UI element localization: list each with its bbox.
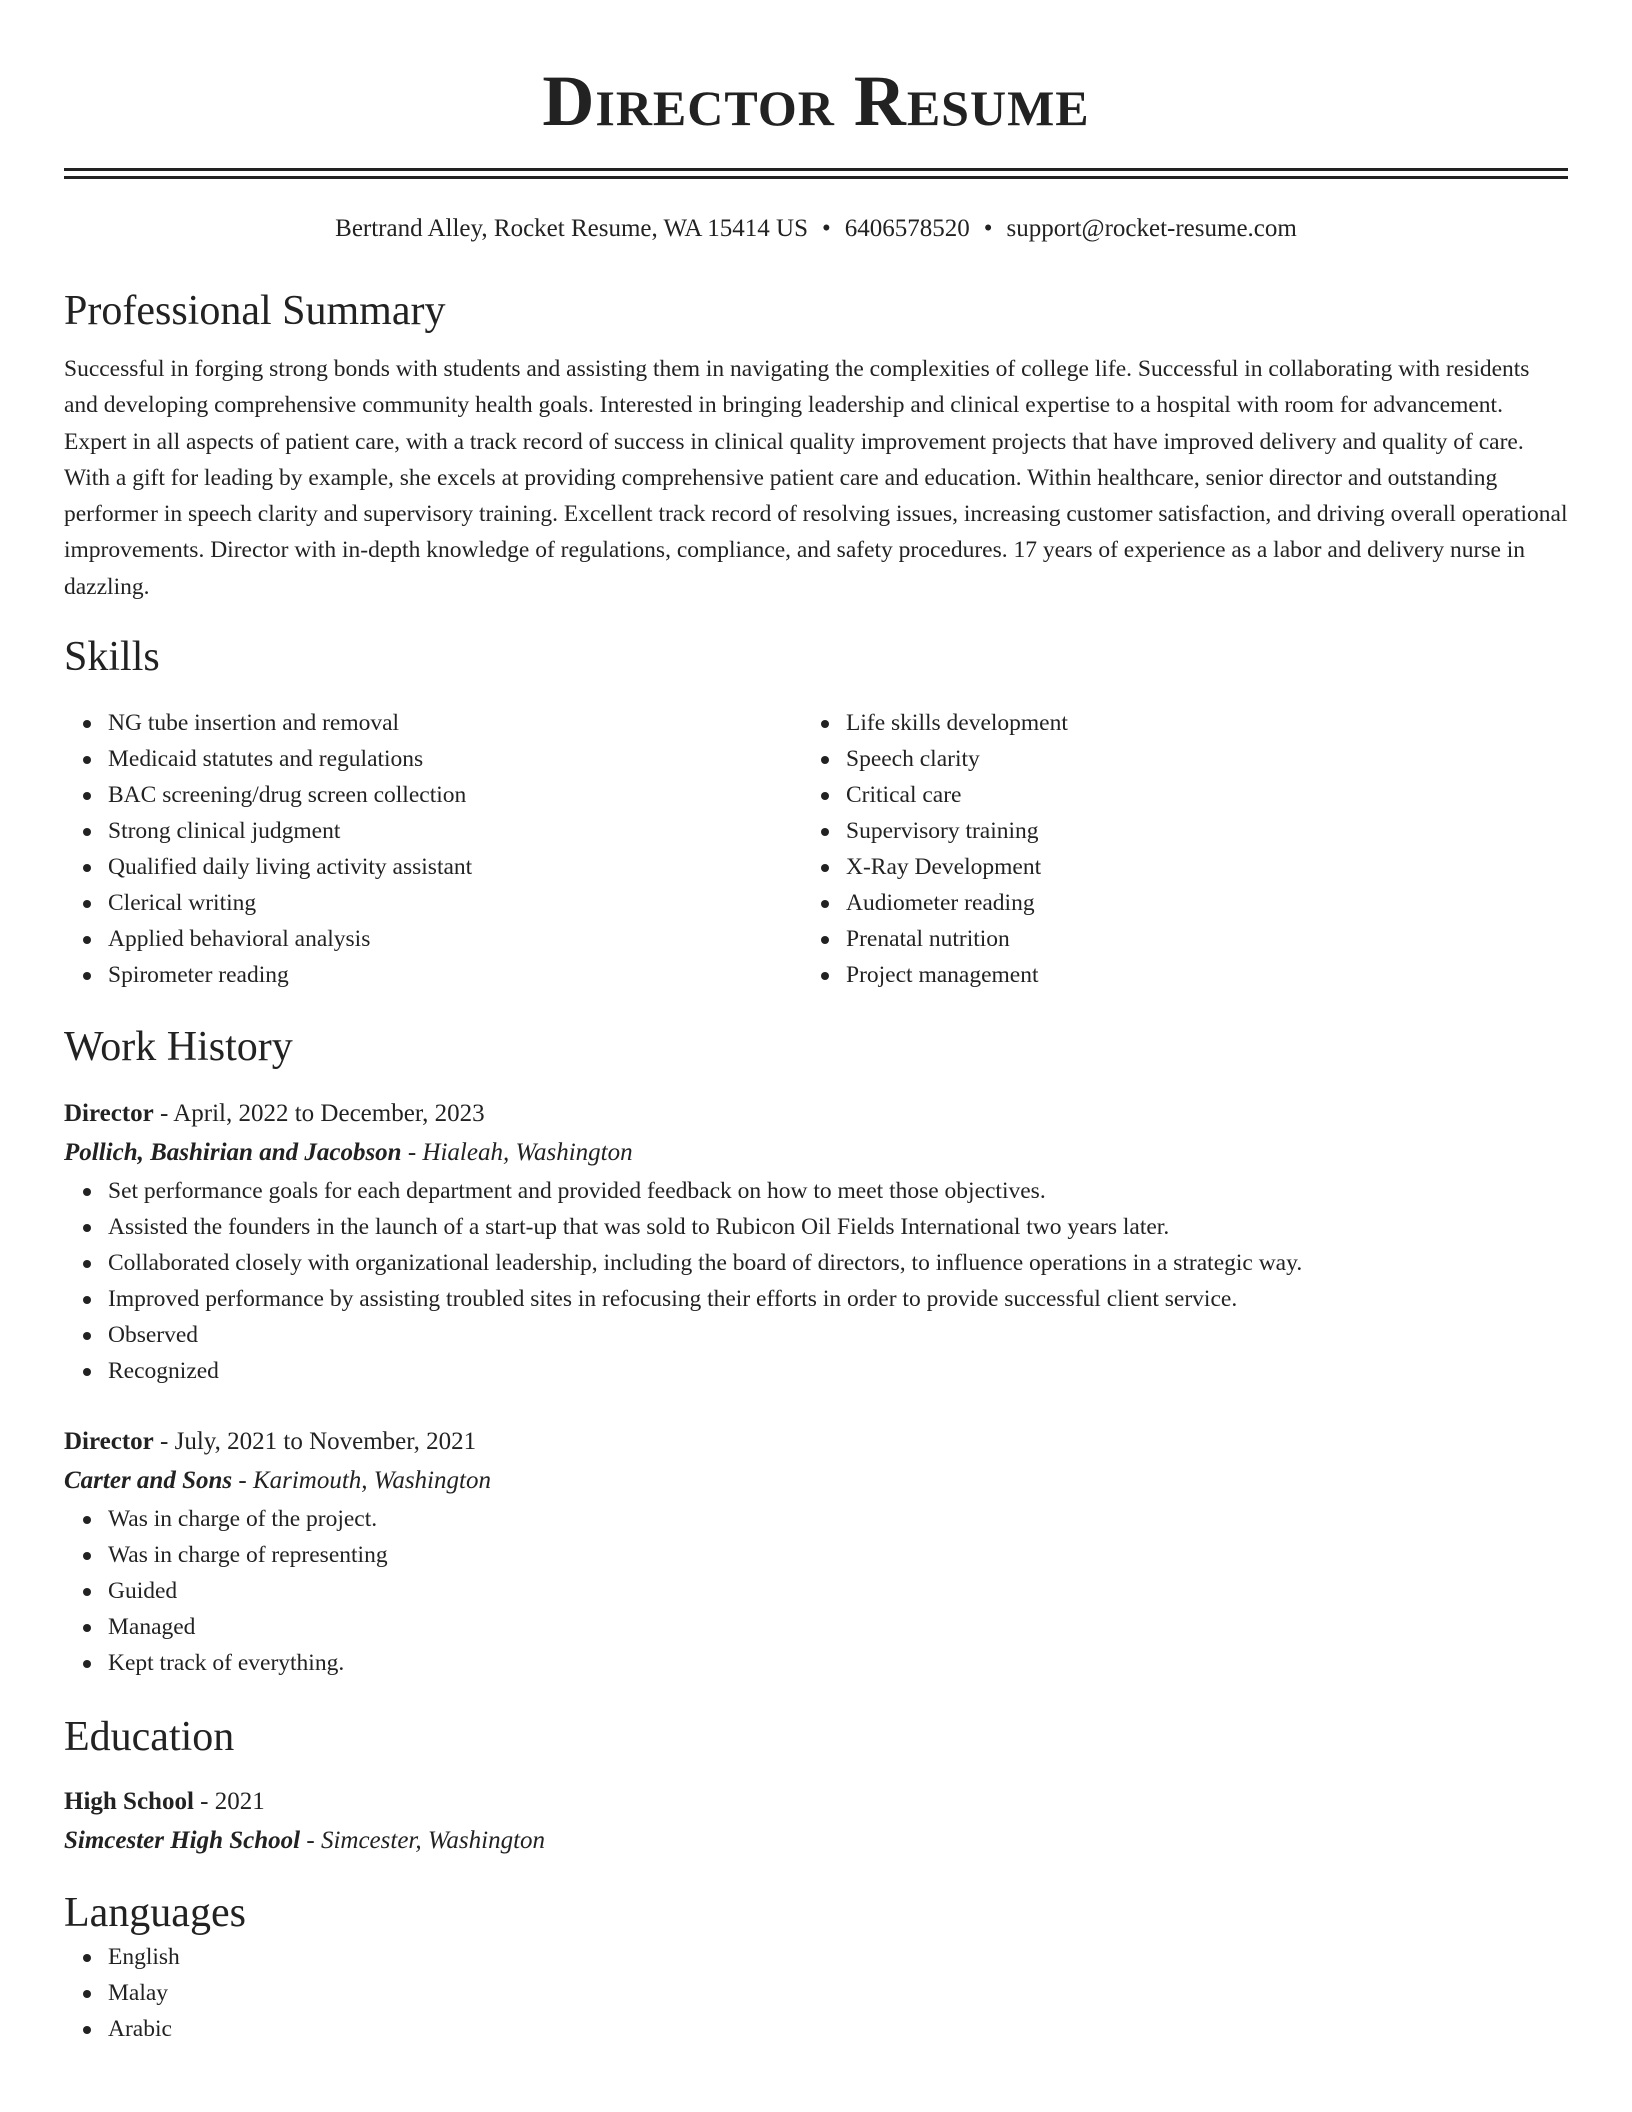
title-divider xyxy=(64,168,1568,179)
job-duty-item: Recognized xyxy=(108,1353,1568,1389)
contact-line xyxy=(64,213,1568,245)
skill-item: Medicaid statutes and regulations xyxy=(108,741,806,777)
job-location: - Hialeah, Washington xyxy=(401,1139,633,1167)
summary-heading: Professional Summary xyxy=(64,288,446,334)
job-heading xyxy=(64,1423,1568,1461)
job-dates: - July, 2021 to November, 2021 xyxy=(153,1428,477,1456)
resume-page xyxy=(64,0,1568,2047)
skill-item: Applied behavioral analysis xyxy=(108,921,806,957)
job-duties-list xyxy=(64,1173,1568,1389)
work-history-heading: Work History xyxy=(64,1024,293,1071)
job-duty-item: Improved performance by assisting troubled sites in refocusing their efforts in order to provide successful client service. xyxy=(108,1281,1568,1317)
job-duties-list xyxy=(64,1501,1568,1681)
education-location: - Simcester, Washington xyxy=(300,1827,546,1855)
job-employer xyxy=(64,1133,1568,1173)
skill-item: Audiometer reading xyxy=(846,885,1544,921)
skills-column-left xyxy=(64,705,806,993)
job-duty-item: Managed xyxy=(108,1609,1568,1645)
job-duty-item: Was in charge of the project. xyxy=(108,1501,1568,1537)
skill-item: Critical care xyxy=(846,777,1544,813)
language-item: Arabic xyxy=(108,2011,1568,2047)
skill-item: X-Ray Development xyxy=(846,849,1544,885)
skills-column-right xyxy=(806,705,1544,993)
languages-heading: Languages xyxy=(64,1890,246,1937)
education-school: Simcester High School xyxy=(64,1827,301,1855)
contact-address: Bertrand Alley, Rocket Resume, WA 15414 US xyxy=(335,215,809,242)
skill-item: Life skills development xyxy=(846,705,1544,741)
job-duty-item: Collaborated closely with organizational leadership, including the board of directors, to influence operations in a strategic way. xyxy=(108,1245,1568,1281)
skill-item: Qualified daily living activity assistant xyxy=(108,849,806,885)
job-duty-item: Guided xyxy=(108,1573,1568,1609)
education-degree: High School xyxy=(64,1788,194,1816)
languages-list xyxy=(64,1939,1568,2047)
skill-item: Strong clinical judgment xyxy=(108,813,806,849)
skill-item: BAC screening/drug screen collection xyxy=(108,777,806,813)
education-degree-line xyxy=(64,1783,1568,1821)
contact-email: support@rocket-resume.com xyxy=(1006,215,1297,242)
page-title: Director Resume xyxy=(542,61,1090,141)
language-item: English xyxy=(108,1939,1568,1975)
job-location: - Karimouth, Washington xyxy=(232,1467,491,1495)
job-title: Director xyxy=(64,1428,154,1456)
contact-separator: • xyxy=(983,215,993,242)
education-year: - 2021 xyxy=(193,1788,265,1816)
skills-heading: Skills xyxy=(64,634,160,681)
job-duty-item: Set performance goals for each department and provided feedback on how to meet those objectives. xyxy=(108,1173,1568,1209)
job-company: Pollich, Bashirian and Jacobson xyxy=(64,1139,402,1167)
language-item: Malay xyxy=(108,1975,1568,2011)
job-employer xyxy=(64,1461,1568,1501)
job-title: Director xyxy=(64,1100,154,1128)
skill-item: Clerical writing xyxy=(108,885,806,921)
skill-item: NG tube insertion and removal xyxy=(108,705,806,741)
skill-item: Prenatal nutrition xyxy=(846,921,1544,957)
skill-item: Speech clarity xyxy=(846,741,1544,777)
job-company: Carter and Sons xyxy=(64,1467,233,1495)
job-heading xyxy=(64,1095,1568,1133)
skill-item: Project management xyxy=(846,957,1544,993)
education-heading: Education xyxy=(64,1714,235,1761)
job-duty-item: Was in charge of representing xyxy=(108,1537,1568,1573)
education-school-line xyxy=(64,1821,1568,1861)
contact-separator: • xyxy=(822,215,831,242)
job-dates: - April, 2022 to December, 2023 xyxy=(153,1100,485,1128)
skill-item: Spirometer reading xyxy=(108,957,806,993)
job-duty-item: Kept track of everything. xyxy=(108,1645,1568,1681)
skills-list xyxy=(64,705,1568,993)
summary-text: Successful in forging strong bonds with students and assisting them in navigating the complexities of college life. Successful in collaborating with residents and developing comprehensive community health goals. Interested in bringing leadership and clinical expertise to a hospital with room for advancement. Expert in all aspects of patient care, with a track record of success in clinical quality improvement projects that have improved delivery and quality of care. With a gift for leading by example, she excels at providing comprehensive patient care and education. Within healthcare, senior director and outstanding performer in speech clarity and supervisory training. Excellent track record of resolving issues, increasing customer satisfaction, and driving overall operational improvements. Director with in-depth knowledge of regulations, compliance, and safety procedures. 17 years of experience as a labor and delivery nurse in dazzling. xyxy=(64,356,1568,600)
job-duty-item: Observed xyxy=(108,1317,1568,1353)
contact-phone: 6406578520 xyxy=(844,215,970,242)
skill-item: Supervisory training xyxy=(846,813,1544,849)
job-duty-item: Assisted the founders in the launch of a start-up that was sold to Rubicon Oil Fields International two years later. xyxy=(108,1209,1568,1245)
